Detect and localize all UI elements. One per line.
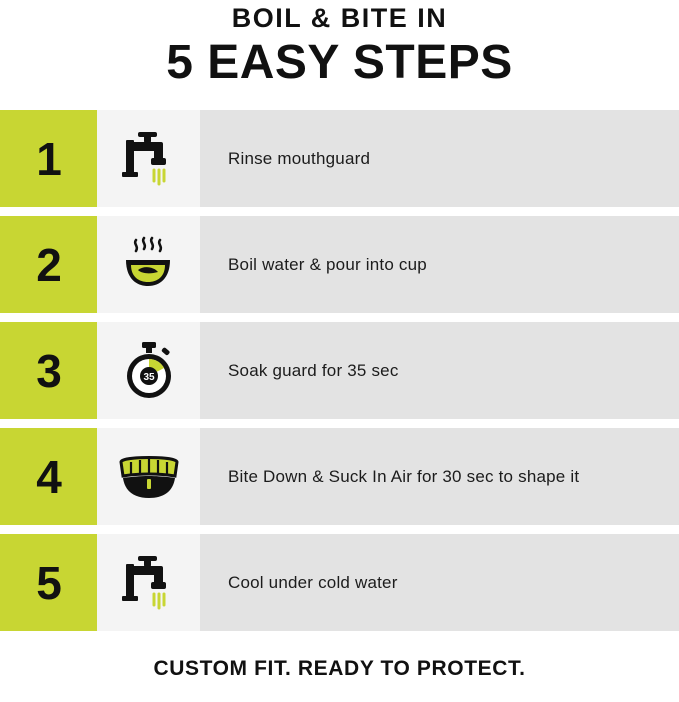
step-label: Cool under cold water	[200, 534, 679, 631]
step-label: Soak guard for 35 sec	[200, 322, 679, 419]
mouthguard-teeth-icon	[97, 428, 200, 525]
stopwatch-value: 35	[142, 371, 155, 383]
faucet-dripping-icon	[97, 534, 200, 631]
step-row	[0, 322, 679, 419]
step-label: Bite Down & Suck In Air for 30 sec to shape it	[200, 428, 679, 525]
step-label: Rinse mouthguard	[200, 110, 679, 207]
faucet-dripping-icon	[97, 110, 200, 207]
step-row	[0, 428, 679, 525]
step-number: 3	[0, 322, 97, 419]
step-number: 5	[0, 534, 97, 631]
step-row	[0, 216, 679, 313]
page-title-line1: BOIL & BITE IN	[231, 3, 448, 33]
step-row	[0, 534, 679, 631]
page-title-line2: 5 EASY STEPS	[166, 35, 513, 89]
step-number: 2	[0, 216, 97, 313]
header	[0, 0, 679, 88]
step-number: 4	[0, 428, 97, 525]
footer-tagline: CUSTOM FIT. READY TO PROTECT.	[153, 657, 526, 681]
stopwatch-icon	[97, 322, 200, 419]
step-row	[0, 110, 679, 207]
steaming-bowl-icon	[97, 216, 200, 313]
step-number: 1	[0, 110, 97, 207]
steps-list	[0, 110, 679, 631]
step-label: Boil water & pour into cup	[200, 216, 679, 313]
